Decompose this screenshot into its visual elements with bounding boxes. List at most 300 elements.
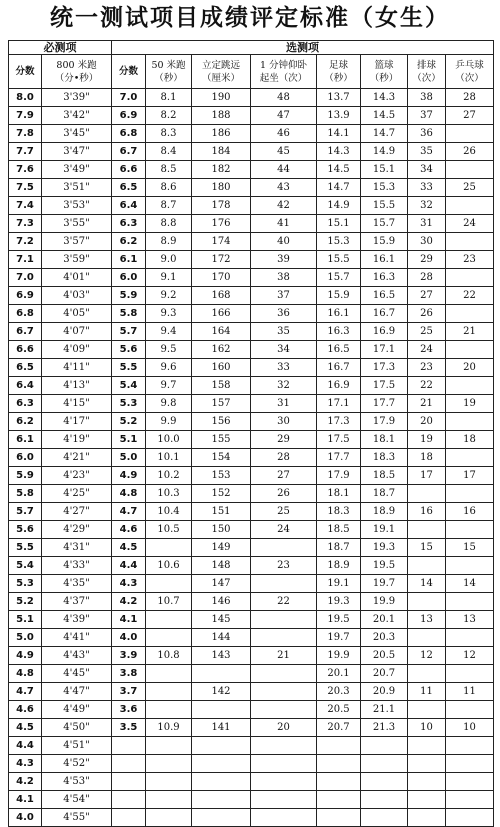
- cell-football: 20.7: [317, 719, 361, 737]
- cell-basketball: 17.7: [361, 395, 408, 413]
- cell-run-50m: [146, 629, 192, 647]
- table-row: [9, 125, 494, 143]
- table-row: [9, 413, 494, 431]
- cell-standing-long-jump: [192, 665, 251, 683]
- table-row: [9, 791, 494, 809]
- table-row: [9, 503, 494, 521]
- header-table-tennis: [446, 55, 494, 89]
- cell-sit-ups-1min: [251, 809, 317, 827]
- cell-run-800m: 4'51": [42, 737, 112, 755]
- cell-optional-score: 6.0: [112, 269, 146, 287]
- cell-run-50m: 9.2: [146, 287, 192, 305]
- cell-optional-score: 6.5: [112, 179, 146, 197]
- cell-sit-ups-1min: 43: [251, 179, 317, 197]
- cell-optional-score: 4.8: [112, 485, 146, 503]
- cell-run-800m: 4'50": [42, 719, 112, 737]
- header-required-score: [9, 55, 42, 89]
- cell-basketball: [361, 809, 408, 827]
- cell-basketball: 19.3: [361, 539, 408, 557]
- cell-optional-score: 5.2: [112, 413, 146, 431]
- cell-sit-ups-1min: 21: [251, 647, 317, 665]
- cell-optional-score: [112, 773, 146, 791]
- cell-optional-score: 4.7: [112, 503, 146, 521]
- group-optional: 选测项: [112, 41, 494, 55]
- cell-standing-long-jump: 146: [192, 593, 251, 611]
- cell-required-score: 7.2: [9, 233, 42, 251]
- cell-table-tennis: [446, 809, 494, 827]
- cell-volleyball: [408, 557, 446, 575]
- cell-run-50m: 8.5: [146, 161, 192, 179]
- cell-required-score: 5.3: [9, 575, 42, 593]
- cell-standing-long-jump: 158: [192, 377, 251, 395]
- header-basketball: [361, 55, 408, 89]
- cell-football: 19.3: [317, 593, 361, 611]
- cell-required-score: 6.5: [9, 359, 42, 377]
- cell-sit-ups-1min: 30: [251, 413, 317, 431]
- cell-run-50m: 9.1: [146, 269, 192, 287]
- cell-run-50m: 9.5: [146, 341, 192, 359]
- table-row: [9, 737, 494, 755]
- cell-volleyball: 17: [408, 467, 446, 485]
- cell-table-tennis: [446, 665, 494, 683]
- cell-football: 18.5: [317, 521, 361, 539]
- cell-run-800m: 4'52": [42, 755, 112, 773]
- cell-required-score: 7.9: [9, 107, 42, 125]
- cell-optional-score: 6.7: [112, 143, 146, 161]
- cell-run-50m: 9.7: [146, 377, 192, 395]
- cell-optional-score: 4.1: [112, 611, 146, 629]
- cell-football: 19.7: [317, 629, 361, 647]
- cell-required-score: 8.0: [9, 89, 42, 107]
- cell-run-50m: 10.8: [146, 647, 192, 665]
- cell-run-800m: 4'27": [42, 503, 112, 521]
- cell-sit-ups-1min: 48: [251, 89, 317, 107]
- cell-standing-long-jump: 182: [192, 161, 251, 179]
- cell-volleyball: 24: [408, 341, 446, 359]
- cell-volleyball: 28: [408, 269, 446, 287]
- page-title: 统一测试项目成绩评定标准（女生）: [50, 5, 450, 31]
- cell-run-50m: 8.8: [146, 215, 192, 233]
- header-label: 1 分钟仰卧: [259, 59, 308, 71]
- cell-required-score: 5.5: [9, 539, 42, 557]
- cell-football: 18.9: [317, 557, 361, 575]
- cell-standing-long-jump: 152: [192, 485, 251, 503]
- cell-standing-long-jump: 162: [192, 341, 251, 359]
- cell-table-tennis: [446, 233, 494, 251]
- cell-sit-ups-1min: 42: [251, 197, 317, 215]
- cell-table-tennis: 21: [446, 323, 494, 341]
- table-row: [9, 143, 494, 161]
- cell-sit-ups-1min: [251, 575, 317, 593]
- cell-optional-score: 6.3: [112, 215, 146, 233]
- cell-run-800m: 3'51": [42, 179, 112, 197]
- cell-basketball: 21.3: [361, 719, 408, 737]
- cell-volleyball: [408, 701, 446, 719]
- cell-required-score: 4.6: [9, 701, 42, 719]
- cell-required-score: 6.4: [9, 377, 42, 395]
- cell-run-800m: 4'37": [42, 593, 112, 611]
- header-unit: （秒）: [324, 72, 353, 84]
- cell-optional-score: 5.0: [112, 449, 146, 467]
- cell-basketball: 15.9: [361, 233, 408, 251]
- cell-run-50m: 8.6: [146, 179, 192, 197]
- cell-optional-score: 5.5: [112, 359, 146, 377]
- header-unit: （次）: [455, 72, 484, 84]
- cell-standing-long-jump: 145: [192, 611, 251, 629]
- cell-football: 17.1: [317, 395, 361, 413]
- cell-sit-ups-1min: 47: [251, 107, 317, 125]
- cell-volleyball: 23: [408, 359, 446, 377]
- cell-standing-long-jump: [192, 791, 251, 809]
- cell-run-50m: [146, 791, 192, 809]
- table-row: [9, 215, 494, 233]
- cell-table-tennis: [446, 269, 494, 287]
- cell-table-tennis: [446, 449, 494, 467]
- cell-run-800m: 3'53": [42, 197, 112, 215]
- table-row: [9, 467, 494, 485]
- cell-standing-long-jump: 184: [192, 143, 251, 161]
- table-row: [9, 521, 494, 539]
- cell-table-tennis: 20: [446, 359, 494, 377]
- header-run-50m: [146, 55, 192, 89]
- cell-standing-long-jump: [192, 701, 251, 719]
- cell-required-score: 6.2: [9, 413, 42, 431]
- cell-football: 19.5: [317, 611, 361, 629]
- cell-basketball: 18.5: [361, 467, 408, 485]
- cell-sit-ups-1min: 34: [251, 341, 317, 359]
- cell-run-50m: 10.7: [146, 593, 192, 611]
- cell-table-tennis: [446, 305, 494, 323]
- cell-run-800m: 4'49": [42, 701, 112, 719]
- table-row: [9, 395, 494, 413]
- cell-run-50m: [146, 809, 192, 827]
- cell-optional-score: 6.1: [112, 251, 146, 269]
- cell-run-50m: [146, 611, 192, 629]
- cell-football: 19.1: [317, 575, 361, 593]
- cell-run-50m: 10.5: [146, 521, 192, 539]
- cell-required-score: 6.9: [9, 287, 42, 305]
- cell-standing-long-jump: 151: [192, 503, 251, 521]
- cell-required-score: 7.3: [9, 215, 42, 233]
- cell-standing-long-jump: 160: [192, 359, 251, 377]
- cell-sit-ups-1min: 22: [251, 593, 317, 611]
- cell-required-score: 4.5: [9, 719, 42, 737]
- cell-football: 13.7: [317, 89, 361, 107]
- cell-standing-long-jump: 154: [192, 449, 251, 467]
- cell-run-50m: 10.4: [146, 503, 192, 521]
- header-label: 排球: [416, 59, 436, 71]
- cell-sit-ups-1min: 33: [251, 359, 317, 377]
- cell-volleyball: 18: [408, 449, 446, 467]
- cell-table-tennis: 17: [446, 467, 494, 485]
- cell-standing-long-jump: 148: [192, 557, 251, 575]
- table-row: [9, 449, 494, 467]
- header-football: [317, 55, 361, 89]
- cell-basketball: 20.9: [361, 683, 408, 701]
- cell-sit-ups-1min: 46: [251, 125, 317, 143]
- cell-run-50m: [146, 683, 192, 701]
- header-label: 50 米跑: [151, 59, 186, 71]
- cell-sit-ups-1min: [251, 629, 317, 647]
- cell-football: [317, 791, 361, 809]
- header-unit: （次）: [412, 72, 441, 84]
- cell-table-tennis: 19: [446, 395, 494, 413]
- cell-volleyball: [408, 521, 446, 539]
- cell-run-800m: 4'01": [42, 269, 112, 287]
- cell-sit-ups-1min: [251, 737, 317, 755]
- cell-standing-long-jump: 150: [192, 521, 251, 539]
- table-row: [9, 719, 494, 737]
- cell-basketball: 16.9: [361, 323, 408, 341]
- cell-sit-ups-1min: [251, 683, 317, 701]
- cell-required-score: 7.8: [9, 125, 42, 143]
- table-row: [9, 431, 494, 449]
- cell-basketball: 21.1: [361, 701, 408, 719]
- header-sit-ups-1min: [251, 55, 317, 89]
- table-row: [9, 557, 494, 575]
- cell-run-800m: 3'49": [42, 161, 112, 179]
- cell-basketball: 14.5: [361, 107, 408, 125]
- cell-table-tennis: 13: [446, 611, 494, 629]
- cell-optional-score: 4.6: [112, 521, 146, 539]
- header-label: 分数: [15, 66, 35, 77]
- header-label: 篮球: [374, 59, 394, 71]
- cell-football: 16.3: [317, 323, 361, 341]
- cell-football: 14.7: [317, 179, 361, 197]
- cell-football: 17.9: [317, 467, 361, 485]
- cell-volleyball: [408, 737, 446, 755]
- table-row: [9, 323, 494, 341]
- cell-required-score: 4.1: [9, 791, 42, 809]
- cell-basketball: 19.1: [361, 521, 408, 539]
- cell-run-50m: 8.7: [146, 197, 192, 215]
- cell-standing-long-jump: 190: [192, 89, 251, 107]
- cell-football: 14.5: [317, 161, 361, 179]
- table-row: [9, 683, 494, 701]
- cell-football: 17.7: [317, 449, 361, 467]
- cell-football: [317, 773, 361, 791]
- cell-basketball: 17.9: [361, 413, 408, 431]
- table-row: [9, 809, 494, 827]
- cell-sit-ups-1min: 28: [251, 449, 317, 467]
- cell-standing-long-jump: 144: [192, 629, 251, 647]
- cell-optional-score: [112, 809, 146, 827]
- cell-standing-long-jump: 156: [192, 413, 251, 431]
- table-row: [9, 773, 494, 791]
- cell-basketball: 16.3: [361, 269, 408, 287]
- table-row: [9, 305, 494, 323]
- cell-volleyball: [408, 629, 446, 647]
- table-row: [9, 233, 494, 251]
- score-standard-table: [8, 40, 494, 827]
- cell-basketball: 14.3: [361, 89, 408, 107]
- cell-standing-long-jump: 147: [192, 575, 251, 593]
- cell-volleyball: 31: [408, 215, 446, 233]
- cell-basketball: 16.7: [361, 305, 408, 323]
- cell-run-800m: 4'39": [42, 611, 112, 629]
- cell-volleyball: 26: [408, 305, 446, 323]
- cell-optional-score: 6.8: [112, 125, 146, 143]
- cell-required-score: 4.4: [9, 737, 42, 755]
- cell-required-score: 7.5: [9, 179, 42, 197]
- cell-run-50m: 8.1: [146, 89, 192, 107]
- cell-sit-ups-1min: [251, 773, 317, 791]
- cell-run-800m: 4'35": [42, 575, 112, 593]
- header-label: 立定跳远: [201, 59, 240, 71]
- cell-run-50m: 9.9: [146, 413, 192, 431]
- header-label: 分数: [118, 66, 138, 77]
- cell-optional-score: 4.5: [112, 539, 146, 557]
- cell-football: 16.9: [317, 377, 361, 395]
- cell-standing-long-jump: 164: [192, 323, 251, 341]
- cell-basketball: 20.3: [361, 629, 408, 647]
- table-row: [9, 377, 494, 395]
- table-row: [9, 647, 494, 665]
- header-volleyball: [408, 55, 446, 89]
- cell-run-800m: 4'25": [42, 485, 112, 503]
- cell-standing-long-jump: 180: [192, 179, 251, 197]
- cell-required-score: 5.7: [9, 503, 42, 521]
- cell-run-50m: 9.0: [146, 251, 192, 269]
- cell-run-800m: 4'19": [42, 431, 112, 449]
- cell-run-800m: 4'31": [42, 539, 112, 557]
- table-row: [9, 359, 494, 377]
- cell-run-800m: 4'03": [42, 287, 112, 305]
- cell-sit-ups-1min: 20: [251, 719, 317, 737]
- cell-table-tennis: [446, 341, 494, 359]
- cell-run-800m: 3'42": [42, 107, 112, 125]
- cell-run-50m: [146, 665, 192, 683]
- cell-basketball: 18.3: [361, 449, 408, 467]
- cell-run-800m: 4'33": [42, 557, 112, 575]
- cell-volleyball: 29: [408, 251, 446, 269]
- cell-run-50m: [146, 539, 192, 557]
- cell-table-tennis: [446, 701, 494, 719]
- cell-volleyball: [408, 791, 446, 809]
- header-label: 乒乓球: [455, 59, 484, 71]
- cell-basketball: 20.1: [361, 611, 408, 629]
- table-row: [9, 287, 494, 305]
- cell-sit-ups-1min: [251, 611, 317, 629]
- cell-required-score: 5.8: [9, 485, 42, 503]
- cell-basketball: 15.3: [361, 179, 408, 197]
- cell-required-score: 5.0: [9, 629, 42, 647]
- cell-football: 14.3: [317, 143, 361, 161]
- cell-football: 15.3: [317, 233, 361, 251]
- header-label: 足球: [328, 59, 348, 71]
- cell-sit-ups-1min: 40: [251, 233, 317, 251]
- cell-required-score: 6.6: [9, 341, 42, 359]
- cell-football: 17.5: [317, 431, 361, 449]
- cell-volleyball: [408, 593, 446, 611]
- cell-volleyball: 27: [408, 287, 446, 305]
- cell-sit-ups-1min: 44: [251, 161, 317, 179]
- header-unit: 起坐（次）: [259, 72, 308, 84]
- cell-volleyball: 36: [408, 125, 446, 143]
- cell-volleyball: 30: [408, 233, 446, 251]
- cell-run-800m: 3'55": [42, 215, 112, 233]
- cell-optional-score: 4.9: [112, 467, 146, 485]
- cell-table-tennis: 22: [446, 287, 494, 305]
- cell-sit-ups-1min: 26: [251, 485, 317, 503]
- cell-table-tennis: 11: [446, 683, 494, 701]
- cell-required-score: 7.0: [9, 269, 42, 287]
- cell-standing-long-jump: 155: [192, 431, 251, 449]
- cell-volleyball: [408, 665, 446, 683]
- cell-required-score: 4.8: [9, 665, 42, 683]
- cell-run-800m: 4'53": [42, 773, 112, 791]
- cell-basketball: 14.7: [361, 125, 408, 143]
- table-row: [9, 251, 494, 269]
- cell-basketball: [361, 737, 408, 755]
- cell-standing-long-jump: 188: [192, 107, 251, 125]
- cell-table-tennis: [446, 197, 494, 215]
- cell-run-800m: 3'57": [42, 233, 112, 251]
- cell-required-score: 5.1: [9, 611, 42, 629]
- cell-required-score: 6.1: [9, 431, 42, 449]
- cell-table-tennis: [446, 629, 494, 647]
- cell-football: 16.1: [317, 305, 361, 323]
- cell-basketball: 18.1: [361, 431, 408, 449]
- cell-basketball: 18.9: [361, 503, 408, 521]
- cell-table-tennis: 18: [446, 431, 494, 449]
- cell-sit-ups-1min: [251, 665, 317, 683]
- cell-optional-score: [112, 791, 146, 809]
- cell-run-50m: 10.9: [146, 719, 192, 737]
- cell-optional-score: 3.6: [112, 701, 146, 719]
- cell-table-tennis: [446, 593, 494, 611]
- cell-table-tennis: [446, 791, 494, 809]
- cell-table-tennis: [446, 737, 494, 755]
- cell-run-50m: [146, 575, 192, 593]
- header-optional-score: [112, 55, 146, 89]
- cell-sit-ups-1min: [251, 701, 317, 719]
- cell-basketball: 19.7: [361, 575, 408, 593]
- header-unit: （秒）: [369, 72, 399, 84]
- cell-required-score: 6.0: [9, 449, 42, 467]
- cell-football: 14.9: [317, 197, 361, 215]
- cell-required-score: 6.3: [9, 395, 42, 413]
- cell-football: 15.1: [317, 215, 361, 233]
- cell-run-800m: 4'54": [42, 791, 112, 809]
- cell-table-tennis: [446, 161, 494, 179]
- table-row: [9, 161, 494, 179]
- cell-sit-ups-1min: 29: [251, 431, 317, 449]
- cell-run-800m: 4'21": [42, 449, 112, 467]
- cell-table-tennis: 25: [446, 179, 494, 197]
- cell-standing-long-jump: [192, 773, 251, 791]
- cell-football: 16.5: [317, 341, 361, 359]
- cell-sit-ups-1min: [251, 539, 317, 557]
- cell-optional-score: 4.3: [112, 575, 146, 593]
- cell-football: 20.5: [317, 701, 361, 719]
- cell-football: 13.9: [317, 107, 361, 125]
- cell-volleyball: [408, 773, 446, 791]
- cell-football: 20.3: [317, 683, 361, 701]
- cell-standing-long-jump: 141: [192, 719, 251, 737]
- cell-table-tennis: [446, 521, 494, 539]
- table-row: [9, 341, 494, 359]
- cell-football: 16.7: [317, 359, 361, 377]
- cell-optional-score: 4.0: [112, 629, 146, 647]
- cell-optional-score: 6.6: [112, 161, 146, 179]
- cell-table-tennis: 24: [446, 215, 494, 233]
- header-unit: （秒）: [154, 72, 183, 84]
- cell-football: 15.7: [317, 269, 361, 287]
- cell-table-tennis: 14: [446, 575, 494, 593]
- cell-sit-ups-1min: [251, 791, 317, 809]
- cell-table-tennis: [446, 485, 494, 503]
